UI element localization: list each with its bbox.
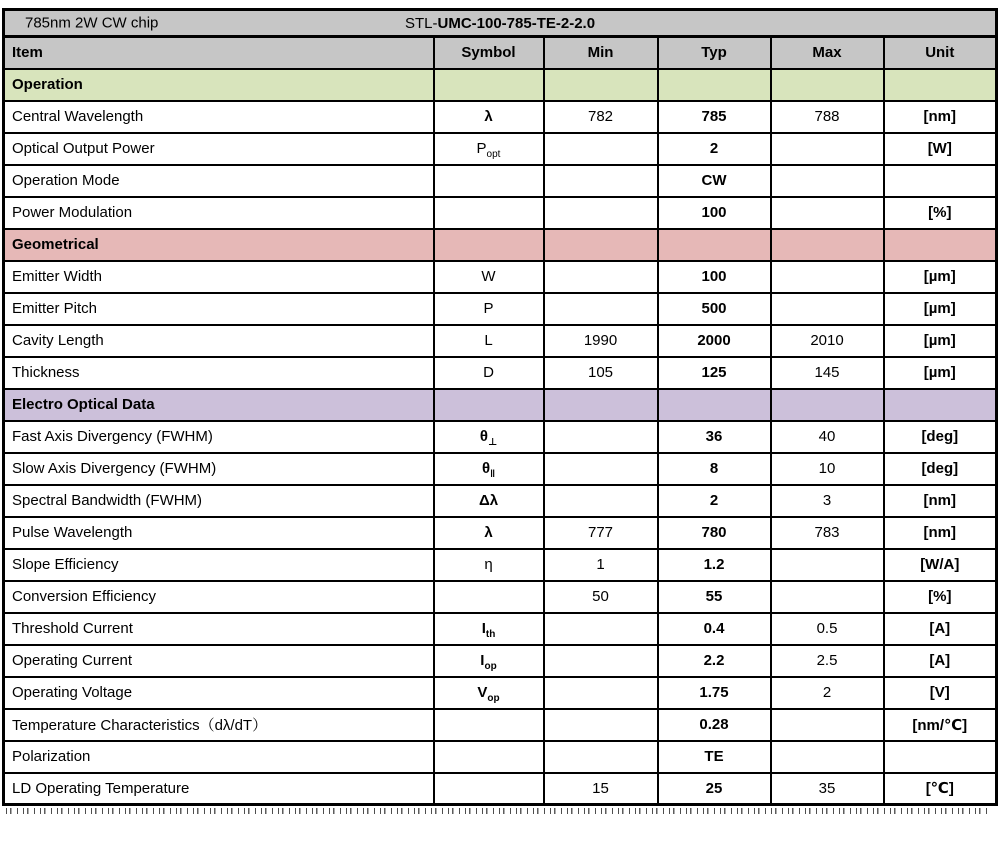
table-row bbox=[4, 453, 997, 485]
typ-cell: 125 bbox=[658, 357, 771, 389]
max-cell: 788 bbox=[771, 101, 884, 133]
column-header-symbol: Symbol bbox=[434, 37, 544, 69]
table-row bbox=[4, 197, 997, 229]
min-cell bbox=[544, 645, 658, 677]
min-cell bbox=[544, 485, 658, 517]
table-row bbox=[4, 485, 997, 517]
min-cell bbox=[544, 613, 658, 645]
column-header-typ: Typ bbox=[658, 37, 771, 69]
typ-cell: CW bbox=[658, 165, 771, 197]
symbol-cell bbox=[434, 581, 544, 613]
unit-cell: [W] bbox=[884, 133, 997, 165]
table-row bbox=[4, 773, 997, 805]
symbol-cell: P bbox=[434, 293, 544, 325]
max-cell: 0.5 bbox=[771, 613, 884, 645]
max-cell bbox=[771, 549, 884, 581]
typ-cell: 0.28 bbox=[658, 709, 771, 741]
min-cell bbox=[544, 165, 658, 197]
table-row bbox=[4, 261, 997, 293]
min-cell bbox=[544, 421, 658, 453]
unit-cell: [nm] bbox=[884, 485, 997, 517]
item-cell: Slow Axis Divergency (FWHM) bbox=[4, 453, 434, 485]
item-cell: Slope Efficiency bbox=[4, 549, 434, 581]
unit-cell: [µm] bbox=[884, 293, 997, 325]
section-label: Operation bbox=[4, 69, 434, 101]
section-cell bbox=[771, 69, 884, 101]
min-cell: 777 bbox=[544, 517, 658, 549]
section-cell bbox=[771, 389, 884, 421]
max-cell: 2 bbox=[771, 677, 884, 709]
item-cell: Operation Mode bbox=[4, 165, 434, 197]
table-row bbox=[4, 741, 997, 773]
typ-cell: 25 bbox=[658, 773, 771, 805]
max-cell bbox=[771, 741, 884, 773]
column-header-max: Max bbox=[771, 37, 884, 69]
item-cell: Fast Axis Divergency (FWHM) bbox=[4, 421, 434, 453]
max-cell bbox=[771, 581, 884, 613]
max-cell: 2.5 bbox=[771, 645, 884, 677]
section-cell bbox=[544, 229, 658, 261]
item-cell: Central Wavelength bbox=[4, 101, 434, 133]
max-cell bbox=[771, 261, 884, 293]
item-cell: Polarization bbox=[4, 741, 434, 773]
min-cell: 15 bbox=[544, 773, 658, 805]
unit-cell: [nm/℃] bbox=[884, 709, 997, 741]
unit-cell: [nm] bbox=[884, 517, 997, 549]
table-row bbox=[4, 325, 997, 357]
symbol-cell: λ bbox=[434, 101, 544, 133]
symbol-cell: $P_{opt}$ bbox=[434, 133, 544, 165]
section-cell bbox=[884, 69, 997, 101]
min-cell bbox=[544, 709, 658, 741]
typ-cell: 2 bbox=[658, 485, 771, 517]
symbol-cell: $V_{op}$ bbox=[434, 677, 544, 709]
unit-cell: [A] bbox=[884, 645, 997, 677]
section-label: Geometrical bbox=[4, 229, 434, 261]
unit-cell bbox=[884, 165, 997, 197]
item-cell: Cavity Length bbox=[4, 325, 434, 357]
symbol-cell bbox=[434, 165, 544, 197]
max-cell: 3 bbox=[771, 485, 884, 517]
typ-cell: 36 bbox=[658, 421, 771, 453]
section-label: Electro Optical Data bbox=[4, 389, 434, 421]
unit-cell: [V] bbox=[884, 677, 997, 709]
typ-cell: 100 bbox=[658, 261, 771, 293]
symbol-cell: λ bbox=[434, 517, 544, 549]
item-cell: Optical Output Power bbox=[4, 133, 434, 165]
spec-table-body bbox=[4, 69, 997, 805]
unit-cell: [A] bbox=[884, 613, 997, 645]
max-cell: 40 bbox=[771, 421, 884, 453]
column-header-min: Min bbox=[544, 37, 658, 69]
min-cell bbox=[544, 197, 658, 229]
max-cell: 2010 bbox=[771, 325, 884, 357]
section-row bbox=[4, 229, 997, 261]
typ-cell: 785 bbox=[658, 101, 771, 133]
typ-cell: 55 bbox=[658, 581, 771, 613]
typ-cell: TE bbox=[658, 741, 771, 773]
typ-cell: 2000 bbox=[658, 325, 771, 357]
section-row bbox=[4, 389, 997, 421]
table-row bbox=[4, 517, 997, 549]
section-cell bbox=[434, 389, 544, 421]
unit-cell: [%] bbox=[884, 197, 997, 229]
symbol-cell bbox=[434, 709, 544, 741]
item-cell: Spectral Bandwidth (FWHM) bbox=[4, 485, 434, 517]
min-cell bbox=[544, 133, 658, 165]
symbol-cell: $\theta_\perp$ bbox=[434, 421, 544, 453]
footnote-clipped-text bbox=[6, 808, 990, 814]
item-cell: Temperature Characteristics（dλ/dT） bbox=[4, 709, 434, 741]
item-cell: Emitter Width bbox=[4, 261, 434, 293]
section-cell bbox=[544, 69, 658, 101]
section-cell bbox=[884, 229, 997, 261]
unit-cell bbox=[884, 741, 997, 773]
symbol-cell bbox=[434, 197, 544, 229]
table-row bbox=[4, 293, 997, 325]
item-cell: Threshold Current bbox=[4, 613, 434, 645]
symbol-cell: Δλ bbox=[434, 485, 544, 517]
item-cell: Emitter Pitch bbox=[4, 293, 434, 325]
min-cell: 1990 bbox=[544, 325, 658, 357]
symbol-cell: $I_{th}$ bbox=[434, 613, 544, 645]
symbol-cell: $\theta_‖$ bbox=[434, 453, 544, 485]
column-header-item: Item bbox=[4, 37, 434, 69]
section-cell bbox=[884, 389, 997, 421]
table-row bbox=[4, 165, 997, 197]
min-cell: 50 bbox=[544, 581, 658, 613]
table-row bbox=[4, 101, 997, 133]
typ-cell: 1.2 bbox=[658, 549, 771, 581]
unit-cell: [W/A] bbox=[884, 549, 997, 581]
section-cell bbox=[658, 389, 771, 421]
min-cell: 782 bbox=[544, 101, 658, 133]
min-cell: 1 bbox=[544, 549, 658, 581]
min-cell bbox=[544, 261, 658, 293]
typ-cell: 8 bbox=[658, 453, 771, 485]
unit-cell: [deg] bbox=[884, 453, 997, 485]
table-row bbox=[4, 581, 997, 613]
min-cell bbox=[544, 741, 658, 773]
typ-cell: 0.4 bbox=[658, 613, 771, 645]
unit-cell: [%] bbox=[884, 581, 997, 613]
unit-cell: [µm] bbox=[884, 325, 997, 357]
symbol-cell: L bbox=[434, 325, 544, 357]
max-cell: 145 bbox=[771, 357, 884, 389]
section-cell bbox=[434, 229, 544, 261]
max-cell: 35 bbox=[771, 773, 884, 805]
symbol-cell: η bbox=[434, 549, 544, 581]
unit-cell: [℃] bbox=[884, 773, 997, 805]
symbol-cell bbox=[434, 773, 544, 805]
table-row bbox=[4, 709, 997, 741]
item-cell: LD Operating Temperature bbox=[4, 773, 434, 805]
table-row bbox=[4, 549, 997, 581]
typ-cell: 1.75 bbox=[658, 677, 771, 709]
max-cell: 783 bbox=[771, 517, 884, 549]
chip-title: 785nm 2W CW chip bbox=[25, 14, 159, 32]
section-row bbox=[4, 69, 997, 101]
table-row bbox=[4, 677, 997, 709]
table-row bbox=[4, 613, 997, 645]
table-row bbox=[4, 357, 997, 389]
column-header-unit: Unit bbox=[884, 37, 997, 69]
item-cell: Operating Current bbox=[4, 645, 434, 677]
min-cell bbox=[544, 677, 658, 709]
unit-cell: [deg] bbox=[884, 421, 997, 453]
section-cell bbox=[658, 69, 771, 101]
max-cell bbox=[771, 709, 884, 741]
item-cell: Power Modulation bbox=[4, 197, 434, 229]
symbol-cell bbox=[434, 741, 544, 773]
section-cell bbox=[544, 389, 658, 421]
max-cell bbox=[771, 197, 884, 229]
symbol-cell: $I_{op}$ bbox=[434, 645, 544, 677]
model-number: STL-UMC-100-785-TE-2-2.0 bbox=[404, 14, 596, 32]
min-cell: 105 bbox=[544, 357, 658, 389]
spec-table bbox=[2, 8, 998, 806]
typ-cell: 780 bbox=[658, 517, 771, 549]
column-header-row bbox=[4, 37, 997, 69]
typ-cell: 100 bbox=[658, 197, 771, 229]
title-cell bbox=[4, 10, 997, 37]
unit-cell: [nm] bbox=[884, 101, 997, 133]
section-cell bbox=[771, 229, 884, 261]
unit-cell: [µm] bbox=[884, 261, 997, 293]
title-row bbox=[4, 10, 997, 37]
item-cell: Conversion Efficiency bbox=[4, 581, 434, 613]
item-cell: Pulse Wavelength bbox=[4, 517, 434, 549]
section-cell bbox=[434, 69, 544, 101]
table-row bbox=[4, 645, 997, 677]
symbol-cell: W bbox=[434, 261, 544, 293]
section-cell bbox=[658, 229, 771, 261]
item-cell: Thickness bbox=[4, 357, 434, 389]
typ-cell: 2 bbox=[658, 133, 771, 165]
table-row bbox=[4, 421, 997, 453]
typ-cell: 500 bbox=[658, 293, 771, 325]
max-cell: 10 bbox=[771, 453, 884, 485]
item-cell: Operating Voltage bbox=[4, 677, 434, 709]
typ-cell: 2.2 bbox=[658, 645, 771, 677]
min-cell bbox=[544, 293, 658, 325]
max-cell bbox=[771, 133, 884, 165]
table-row bbox=[4, 133, 997, 165]
max-cell bbox=[771, 165, 884, 197]
max-cell bbox=[771, 293, 884, 325]
unit-cell: [µm] bbox=[884, 357, 997, 389]
symbol-cell: D bbox=[434, 357, 544, 389]
min-cell bbox=[544, 453, 658, 485]
